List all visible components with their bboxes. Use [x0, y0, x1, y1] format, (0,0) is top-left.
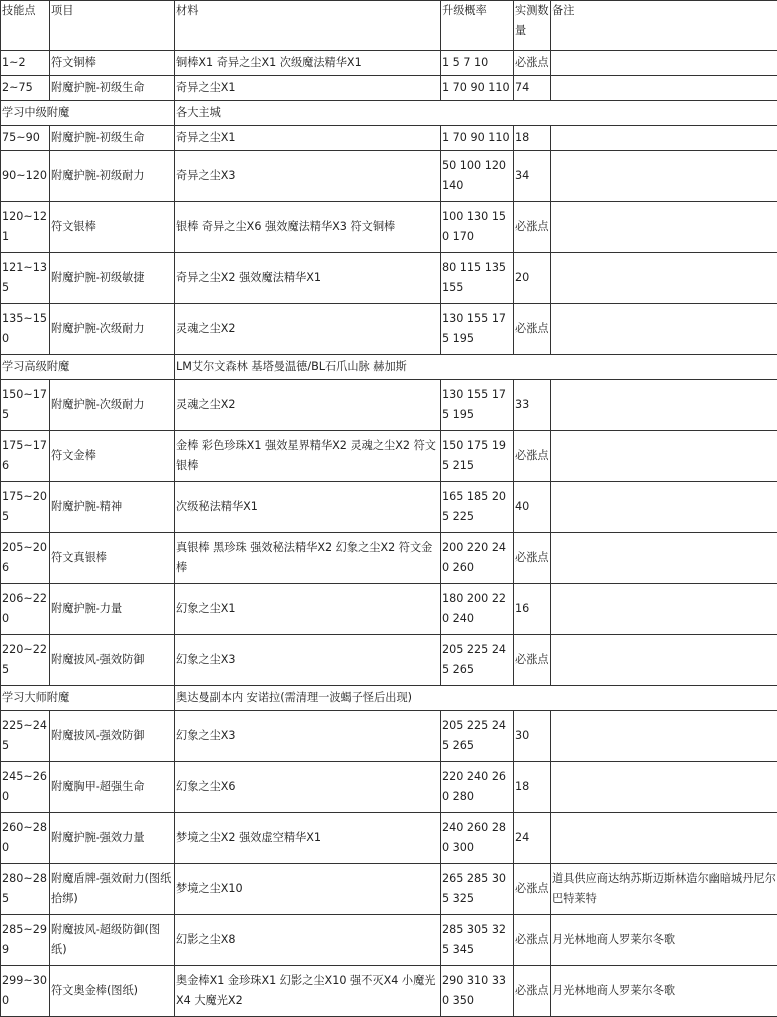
measured-count-cell: 必涨点 — [514, 431, 551, 482]
upgrade-chance-cell: 165 185 205 225 — [441, 482, 514, 533]
measured-count-cell: 必涨点 — [514, 635, 551, 686]
item-cell: 附魔护腕-强效力量 — [50, 813, 175, 864]
skill-points-cell: 220~225 — [1, 635, 50, 686]
materials-cell: 奇异之尘X1 — [175, 126, 441, 151]
skill-points-cell: 90~120 — [1, 151, 50, 202]
upgrade-chance-cell: 180 200 220 240 — [441, 584, 514, 635]
item-cell: 附魔护腕-力量 — [50, 584, 175, 635]
materials-cell: 金棒 彩色珍珠X1 强效星界精华X2 灵魂之尘X2 符文银棒 — [175, 431, 441, 482]
materials-cell: 幻象之尘X1 — [175, 584, 441, 635]
notes-cell — [551, 711, 777, 762]
materials-cell: 梦境之尘X10 — [175, 864, 441, 915]
section-row — [1, 355, 777, 380]
skill-points-cell: 285~299 — [1, 915, 50, 966]
materials-cell: 幻象之尘X6 — [175, 762, 441, 813]
section-location: 各大主城 — [175, 101, 777, 126]
table-row — [1, 253, 777, 304]
section-location: 奥达曼副本内 安诺拉(需清理一波蝎子怪后出现) — [175, 686, 777, 711]
measured-count-cell: 必涨点 — [514, 304, 551, 355]
table-row — [1, 584, 777, 635]
measured-count-cell: 18 — [514, 126, 551, 151]
skill-points-cell: 75~90 — [1, 126, 50, 151]
section-title: 学习中级附魔 — [1, 101, 175, 126]
section-title: 学习高级附魔 — [1, 355, 175, 380]
measured-count-cell: 74 — [514, 76, 551, 101]
header-upgrade-chance: 升级概率 — [441, 1, 514, 51]
upgrade-chance-cell: 150 175 195 215 — [441, 431, 514, 482]
notes-cell: 月光林地商人罗莱尔冬歌 — [551, 966, 777, 1017]
section-row — [1, 686, 777, 711]
skill-points-cell: 120~121 — [1, 202, 50, 253]
item-cell: 符文银棒 — [50, 202, 175, 253]
skill-points-cell: 150~175 — [1, 380, 50, 431]
measured-count-cell: 24 — [514, 813, 551, 864]
upgrade-chance-cell: 50 100 120 140 — [441, 151, 514, 202]
upgrade-chance-cell: 265 285 305 325 — [441, 864, 514, 915]
notes-cell — [551, 635, 777, 686]
materials-cell: 梦境之尘X2 强效虚空精华X1 — [175, 813, 441, 864]
measured-count-cell: 20 — [514, 253, 551, 304]
item-cell: 附魔披风-强效防御 — [50, 711, 175, 762]
item-cell: 附魔护腕-初级生命 — [50, 76, 175, 101]
item-cell: 附魔护腕-次级耐力 — [50, 380, 175, 431]
header-row — [1, 1, 777, 51]
section-row — [1, 101, 777, 126]
notes-cell: 道具供应商达纳苏斯迈斯林造尔幽暗城丹尼尔巴特莱特 — [551, 864, 777, 915]
item-cell: 符文金棒 — [50, 431, 175, 482]
materials-cell: 灵魂之尘X2 — [175, 380, 441, 431]
notes-cell — [551, 584, 777, 635]
materials-cell: 幻象之尘X3 — [175, 635, 441, 686]
upgrade-chance-cell: 220 240 260 280 — [441, 762, 514, 813]
item-cell: 附魔盾牌-强效耐力(图纸 拾绑) — [50, 864, 175, 915]
upgrade-chance-cell: 285 305 325 345 — [441, 915, 514, 966]
upgrade-chance-cell: 100 130 150 170 — [441, 202, 514, 253]
skill-points-cell: 175~176 — [1, 431, 50, 482]
materials-cell: 奇异之尘X1 — [175, 76, 441, 101]
notes-cell — [551, 762, 777, 813]
notes-cell — [551, 76, 777, 101]
item-cell: 符文奥金棒(图纸) — [50, 966, 175, 1017]
header-item: 项目 — [50, 1, 175, 51]
skill-points-cell: 121~135 — [1, 253, 50, 304]
header-measured-count: 实测数量 — [514, 1, 551, 51]
table-body — [1, 51, 777, 1017]
table-row — [1, 431, 777, 482]
materials-cell: 灵魂之尘X2 — [175, 304, 441, 355]
table-row — [1, 126, 777, 151]
item-cell: 附魔护腕-初级敏捷 — [50, 253, 175, 304]
header-skill-points: 技能点 — [1, 1, 50, 51]
measured-count-cell: 必涨点 — [514, 864, 551, 915]
notes-cell — [551, 126, 777, 151]
notes-cell — [551, 51, 777, 76]
materials-cell: 奥金棒X1 金珍珠X1 幻影之尘X10 强不灭X4 小魔光X4 大魔光X2 — [175, 966, 441, 1017]
materials-cell: 真银棒 黑珍珠 强效秘法精华X2 幻象之尘X2 符文金棒 — [175, 533, 441, 584]
section-location: LM艾尔文森林 基塔曼温德/BL石爪山脉 赫加斯 — [175, 355, 777, 380]
measured-count-cell: 必涨点 — [514, 966, 551, 1017]
item-cell: 附魔护腕-初级耐力 — [50, 151, 175, 202]
item-cell: 符文真银棒 — [50, 533, 175, 584]
skill-points-cell: 245~260 — [1, 762, 50, 813]
skill-points-cell: 2~75 — [1, 76, 50, 101]
measured-count-cell: 34 — [514, 151, 551, 202]
notes-cell — [551, 253, 777, 304]
notes-cell — [551, 304, 777, 355]
measured-count-cell: 33 — [514, 380, 551, 431]
skill-points-cell: 225~245 — [1, 711, 50, 762]
table-row — [1, 76, 777, 101]
upgrade-chance-cell: 130 155 175 195 — [441, 380, 514, 431]
item-cell: 附魔护腕-精神 — [50, 482, 175, 533]
item-cell: 附魔护腕-次级耐力 — [50, 304, 175, 355]
skill-points-cell: 299~300 — [1, 966, 50, 1017]
section-title: 学习大师附魔 — [1, 686, 175, 711]
header-materials: 材料 — [175, 1, 441, 51]
materials-cell: 奇异之尘X3 — [175, 151, 441, 202]
skill-points-cell: 206~220 — [1, 584, 50, 635]
table-row — [1, 864, 777, 915]
skill-points-cell: 1~2 — [1, 51, 50, 76]
item-cell: 附魔护腕-初级生命 — [50, 126, 175, 151]
table-row — [1, 202, 777, 253]
table-row — [1, 966, 777, 1017]
item-cell: 附魔披风-超级防御(图纸) — [50, 915, 175, 966]
measured-count-cell: 40 — [514, 482, 551, 533]
notes-cell — [551, 202, 777, 253]
upgrade-chance-cell: 205 225 245 265 — [441, 635, 514, 686]
materials-cell: 幻象之尘X3 — [175, 711, 441, 762]
upgrade-chance-cell: 240 260 280 300 — [441, 813, 514, 864]
table-row — [1, 813, 777, 864]
item-cell: 附魔披风-强效防御 — [50, 635, 175, 686]
table-row — [1, 51, 777, 76]
upgrade-chance-cell: 200 220 240 260 — [441, 533, 514, 584]
materials-cell: 银棒 奇异之尘X6 强效魔法精华X3 符文铜棒 — [175, 202, 441, 253]
materials-cell: 幻影之尘X8 — [175, 915, 441, 966]
upgrade-chance-cell: 1 70 90 110 — [441, 76, 514, 101]
materials-cell: 铜棒X1 奇异之尘X1 次级魔法精华X1 — [175, 51, 441, 76]
table-row — [1, 533, 777, 584]
measured-count-cell: 必涨点 — [514, 51, 551, 76]
table-row — [1, 915, 777, 966]
table-row — [1, 304, 777, 355]
measured-count-cell: 必涨点 — [514, 202, 551, 253]
upgrade-chance-cell: 1 70 90 110 — [441, 126, 514, 151]
upgrade-chance-cell: 205 225 245 265 — [441, 711, 514, 762]
notes-cell — [551, 380, 777, 431]
table-row — [1, 482, 777, 533]
notes-cell — [551, 151, 777, 202]
measured-count-cell: 必涨点 — [514, 915, 551, 966]
table-row — [1, 151, 777, 202]
measured-count-cell: 30 — [514, 711, 551, 762]
skill-points-cell: 205~206 — [1, 533, 50, 584]
measured-count-cell: 18 — [514, 762, 551, 813]
upgrade-chance-cell: 80 115 135 155 — [441, 253, 514, 304]
item-cell: 附魔胸甲-超强生命 — [50, 762, 175, 813]
item-cell: 符文铜棒 — [50, 51, 175, 76]
measured-count-cell: 16 — [514, 584, 551, 635]
upgrade-chance-cell: 1 5 7 10 — [441, 51, 514, 76]
notes-cell — [551, 482, 777, 533]
materials-cell: 奇异之尘X2 强效魔法精华X1 — [175, 253, 441, 304]
upgrade-chance-cell: 130 155 175 195 — [441, 304, 514, 355]
notes-cell — [551, 533, 777, 584]
notes-cell: 月光林地商人罗莱尔冬歌 — [551, 915, 777, 966]
notes-cell — [551, 813, 777, 864]
measured-count-cell: 必涨点 — [514, 533, 551, 584]
skill-points-cell: 260~280 — [1, 813, 50, 864]
table-row — [1, 711, 777, 762]
upgrade-chance-cell: 290 310 330 350 — [441, 966, 514, 1017]
materials-cell: 次级秘法精华X1 — [175, 482, 441, 533]
notes-cell — [551, 431, 777, 482]
table-row — [1, 380, 777, 431]
header-notes: 备注 — [551, 1, 777, 51]
skill-points-cell: 280~285 — [1, 864, 50, 915]
table-row — [1, 762, 777, 813]
skill-points-cell: 175~205 — [1, 482, 50, 533]
table-row — [1, 635, 777, 686]
skill-points-cell: 135~150 — [1, 304, 50, 355]
